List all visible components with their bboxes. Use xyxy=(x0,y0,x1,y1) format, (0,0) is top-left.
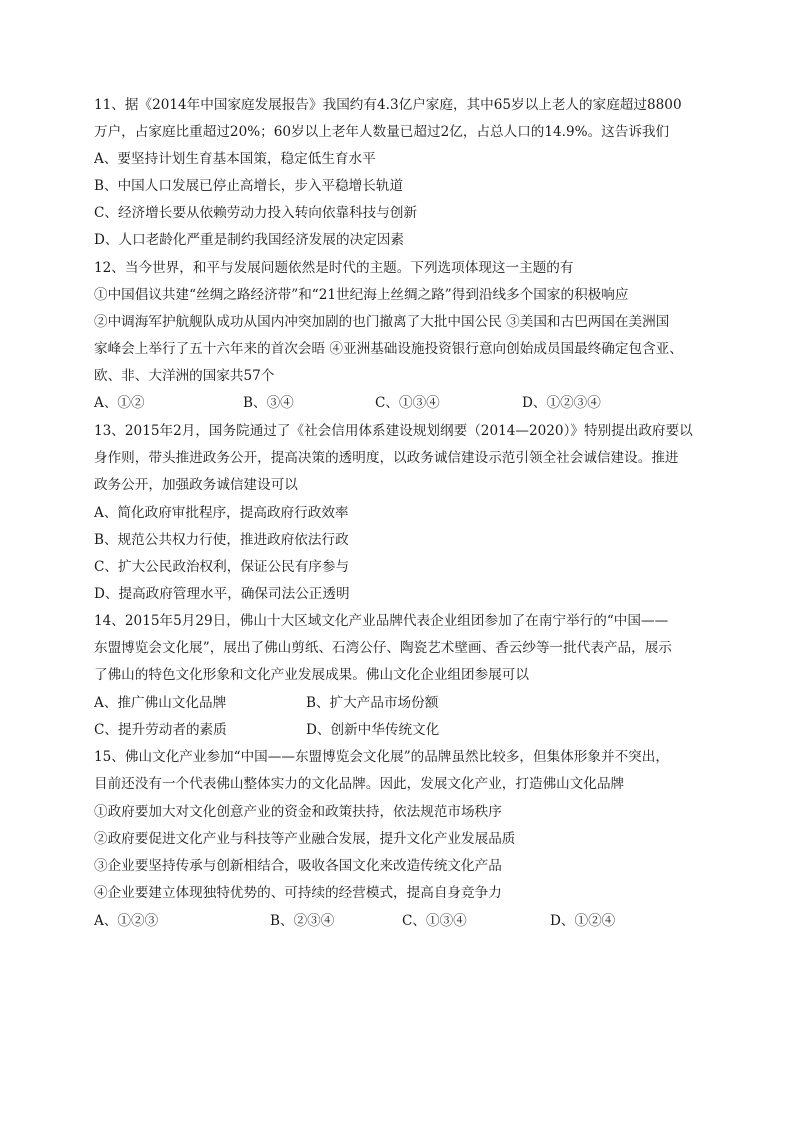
question-13-stem-line-2: 身作则，带头推进政务公开，提高决策的透明度，以政务诚信建设示范引领全社会诚信建设。推进 xyxy=(94,450,679,466)
question-15-stem-line-2: 目前还没有一个代表佛山整体实力的文化品牌。因此，发展文化产业，打造佛山文化品牌 xyxy=(94,776,625,792)
question-15-option-d: D、①②④ xyxy=(550,913,616,929)
question-15-stem-line-1: 15、佛山文化产业参加“中国——东盟博览会文化展”的品牌虽然比较多，但集体形象并不突出， xyxy=(94,749,669,765)
question-15-stem-line-5: ③企业要坚持传承与创新相结合，吸收各国文化来改造传统文化产品 xyxy=(94,858,502,874)
question-12-stem-line-3: ②中调海军护航舰队成功从国内冲突加剧的也门撤离了大批中国公民 ③美国和古巴两国在美洲国 xyxy=(94,314,670,330)
question-13-stem-line-1: 13、2015年2月，国务院通过了《社会信用体系建设规划纲要（2014—2020）》特别提出政府要以 xyxy=(94,423,693,439)
question-11-option-c: C、经济增长要从依赖劳动力投入转向依靠科技与创新 xyxy=(94,205,418,221)
question-12-stem-line-4: 家峰会上举行了五十六年来的首次会晤 ④亚洲基础设施投资银行意向创始成员国最终确定包含亚、 xyxy=(94,341,683,357)
question-15-option-a: A、①②③ xyxy=(94,913,159,929)
question-15-stem-line-3: ①政府要加大对文化创意产业的资金和政策扶持，依法规范市场秩序 xyxy=(94,804,502,820)
question-11-stem-line-2: 万户，占家庭比重超过20%；60岁以上老年人数量已超过2亿，占总人口的14.9%。这告诉我们 xyxy=(94,124,670,140)
question-15-stem-line-6: ④企业要建立体现独特优势的、可持续的经营模式，提高自身竞争力 xyxy=(94,885,502,901)
question-12-option-c: C、①③④ xyxy=(375,395,440,411)
question-11-stem-line-1: 11、据《2014年中国家庭发展报告》我国约有4.3亿户家庭，其中65岁以上老人的家庭超过8800 xyxy=(94,97,682,113)
question-13-option-a: A、简化政府审批程序，提高政府行政效率 xyxy=(94,505,349,521)
question-14-stem-line-1: 14、2015年5月29日，佛山十大区域文化产业品牌代表企业组团参加了在南宁举行的“中国—— xyxy=(94,613,669,629)
question-13-option-d: D、提高政府管理水平，确保司法公正透明 xyxy=(94,586,350,602)
question-12-option-b: B、③④ xyxy=(243,395,294,411)
question-15-option-b: B、②③④ xyxy=(270,913,335,929)
question-12-stem-line-1: 12、当今世界，和平与发展问题依然是时代的主题。下列选项体现这一主题的有 xyxy=(94,260,574,276)
question-11-option-d: D、人口老龄化严重是制约我国经济发展的决定因素 xyxy=(94,232,404,248)
question-14-stem-line-2: 东盟博览会文化展”，展出了佛山剪纸、石湾公仔、陶瓷艺术壁画、香云纱等一批代表产品，展示 xyxy=(94,640,672,656)
question-12-stem-line-2: ①中国倡议共建“丝绸之路经济带”和“21世纪海上丝绸之路”得到沿线多个国家的积极响应 xyxy=(94,287,629,303)
question-11-option-b: B、中国人口发展已停止高增长，步入平稳增长轨道 xyxy=(94,178,404,194)
question-11-option-a: A、要坚持计划生育基本国策，稳定低生育水平 xyxy=(94,151,376,167)
question-14-option-d: D、创新中华传统文化 xyxy=(306,722,440,738)
question-14-option-b: B、扩大产品市场份额 xyxy=(306,695,439,711)
question-12-stem-line-5: 欧、非、大洋洲的国家共57个 xyxy=(94,368,275,384)
question-15-option-c: C、①③④ xyxy=(402,913,467,929)
question-14-option-c: C、提升劳动者的素质 xyxy=(94,722,227,738)
question-12-option-d: D、①②③④ xyxy=(522,395,601,411)
question-13-option-b: B、规范公共权力行使，推进政府依法行政 xyxy=(94,532,349,548)
question-13-stem-line-3: 政务公开，加强政务诚信建设可以 xyxy=(94,477,298,493)
question-12-option-a: A、①② xyxy=(94,395,145,411)
question-14-stem-line-3: 了佛山的特色文化形象和文化产业发展成果。佛山文化企业组团参展可以 xyxy=(94,667,529,683)
question-15-stem-line-4: ②政府要促进文化产业与科技等产业融合发展，提升文化产业发展品质 xyxy=(94,831,516,847)
question-14-option-a: A、推广佛山文化品牌 xyxy=(94,695,227,711)
question-13-option-c: C、扩大公民政治权利，保证公民有序参与 xyxy=(94,559,350,575)
